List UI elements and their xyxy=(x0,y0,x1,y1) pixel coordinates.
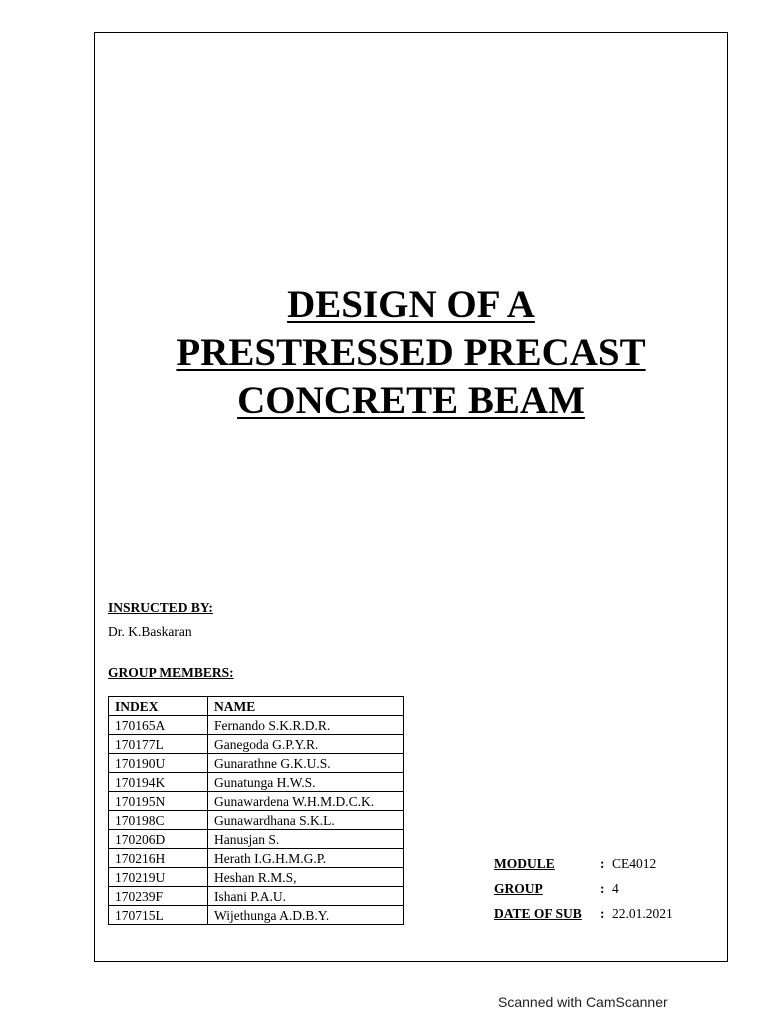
name-cell: Wijethunga A.D.B.Y. xyxy=(208,906,404,925)
index-cell: 170195N xyxy=(109,792,208,811)
name-cell: Heshan R.M.S, xyxy=(208,868,404,887)
date-colon: : xyxy=(600,906,605,921)
index-cell: 170198C xyxy=(109,811,208,830)
module-colon: : xyxy=(600,856,605,871)
index-cell: 170715L xyxy=(109,906,208,925)
name-cell: Fernando S.K.R.D.R. xyxy=(208,716,404,735)
members-table xyxy=(108,696,404,925)
table-row xyxy=(109,754,404,773)
header-name: NAME xyxy=(208,697,404,716)
name-cell: Ishani P.A.U. xyxy=(208,887,404,906)
group-colon: : xyxy=(600,881,605,896)
index-cell: 170194K xyxy=(109,773,208,792)
document-title xyxy=(94,281,728,425)
name-cell: Gunawardena W.H.M.D.C.K. xyxy=(208,792,404,811)
name-cell: Gunawardhana S.K.L. xyxy=(208,811,404,830)
name-cell: Ganegoda G.P.Y.R. xyxy=(208,735,404,754)
index-cell: 170177L xyxy=(109,735,208,754)
table-row xyxy=(109,849,404,868)
index-cell: 170239F xyxy=(109,887,208,906)
table-row xyxy=(109,887,404,906)
table-row xyxy=(109,735,404,754)
date-label: DATE OF SUB xyxy=(494,906,582,921)
name-cell: Gunatunga H.W.S. xyxy=(208,773,404,792)
table-row xyxy=(109,830,404,849)
table-header-row xyxy=(109,697,404,716)
name-cell: Herath I.G.H.M.G.P. xyxy=(208,849,404,868)
title-line-3: CONCRETE BEAM xyxy=(237,379,585,422)
group-members-label: GROUP MEMBERS: xyxy=(108,665,234,680)
title-line-2: PRESTRESSED PRECAST xyxy=(176,331,646,374)
table-row xyxy=(109,868,404,887)
index-cell: 170206D xyxy=(109,830,208,849)
group-label: GROUP xyxy=(494,881,543,896)
instructed-by-label: INSRUCTED BY: xyxy=(108,600,213,615)
instructor-name: Dr. K.Baskaran xyxy=(108,624,192,639)
name-cell: Hanusjan S. xyxy=(208,830,404,849)
index-cell: 170190U xyxy=(109,754,208,773)
title-line-1: DESIGN OF A xyxy=(287,283,535,326)
module-label: MODULE xyxy=(494,856,555,871)
table-row xyxy=(109,811,404,830)
index-cell: 170219U xyxy=(109,868,208,887)
scanner-watermark: Scanned with CamScanner xyxy=(498,994,668,1010)
index-cell: 170165A xyxy=(109,716,208,735)
index-cell: 170216H xyxy=(109,849,208,868)
header-index: INDEX xyxy=(109,697,208,716)
group-value: 4 xyxy=(612,881,619,896)
table-row xyxy=(109,773,404,792)
table-row xyxy=(109,906,404,925)
name-cell: Gunarathne G.K.U.S. xyxy=(208,754,404,773)
table-row xyxy=(109,792,404,811)
table-row xyxy=(109,716,404,735)
date-value: 22.01.2021 xyxy=(612,906,673,921)
module-value: CE4012 xyxy=(612,856,657,871)
